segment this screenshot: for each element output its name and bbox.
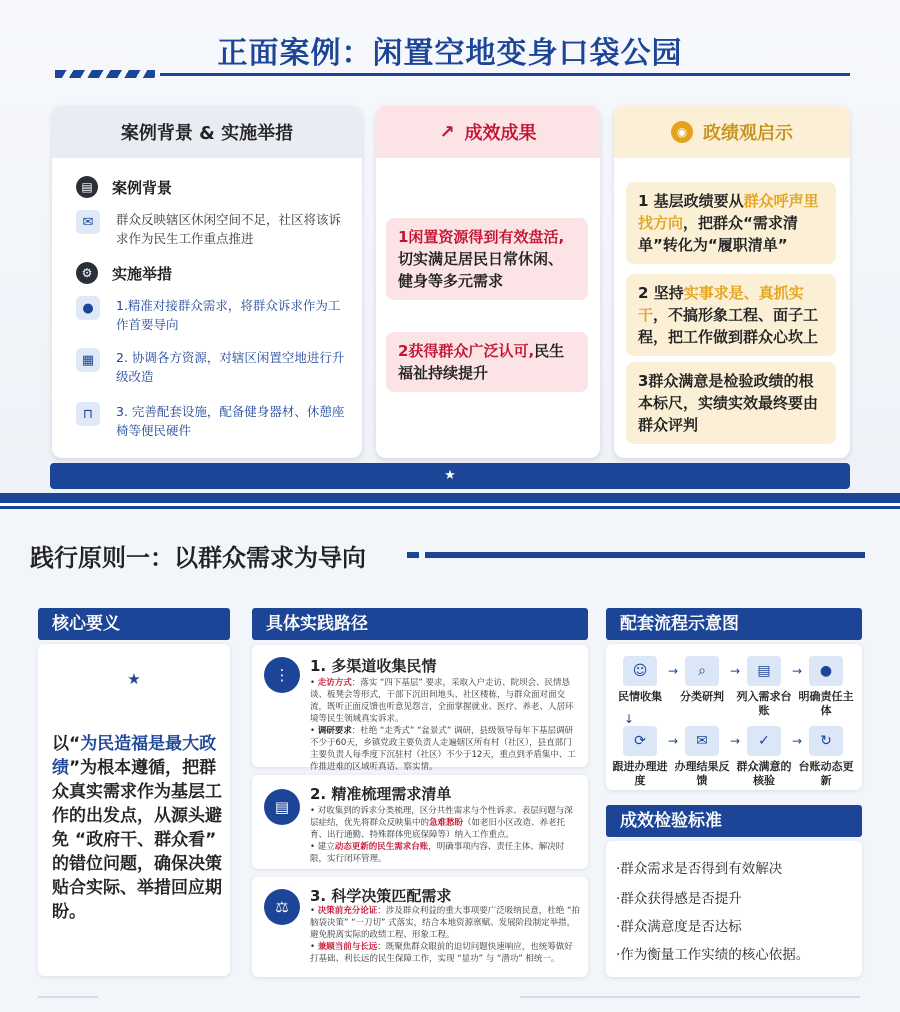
standard-1: ·群众需求是否得到有效解决 bbox=[616, 861, 783, 877]
footer-line-right bbox=[520, 996, 860, 998]
flow-node-8 bbox=[794, 726, 858, 788]
path-2-bullet-2: • 建立动态更新的民生需求台账，明确事项内容、责任主体、解决时限，实行闭环管理。 bbox=[310, 842, 565, 864]
standards-heading: 成效检验标准 bbox=[606, 805, 862, 837]
section-title: 践行原则一：以群众需求为导向 bbox=[30, 544, 366, 572]
results-card bbox=[376, 106, 600, 458]
arrow-icon: → bbox=[730, 664, 741, 678]
flow-node-label: 台账动态更新 bbox=[798, 760, 854, 787]
path-1-bullet-2: • 调研要求：杜绝 “走秀式” “盆景式” 调研，县级领导每年下基层调研不少于60天，乡镇党政主要负责人走遍辖区所有村（社区），县直部门主要负责人每季度下沉驻村（社区）不少于12天，重点到矛盾集中、工作推进难的区域听真话、察实情。 bbox=[310, 726, 576, 772]
flow-node-7 bbox=[732, 726, 796, 788]
path-1-bullet-1: • 走访方式：落实 “四下基层” 要求，采取入户走访、院坝会、民情恳谈、板凳会等形式，干部下沉田间地头、社区楼栋，与群众面对面交流，既听正面反馈也听意见怨言，全面掌握就业、医疗、养老、人居环境等民生领域真实诉求。 bbox=[310, 678, 574, 724]
arrow-icon: → bbox=[668, 664, 679, 678]
measures-title: 实施举措 bbox=[112, 264, 173, 283]
background-text: 群众反映辖区休闲空间不足，社区将该诉求作为民生工作重点推进 bbox=[116, 212, 342, 246]
core-text-b: ”为根本遵循，把群众真实需求作为基层工作的出发点，从源头避免 “政府干、群众看” 的错位问题，确保决策贴合实际、举措回应期盼。 bbox=[52, 758, 222, 922]
star-icon: ★ bbox=[444, 468, 456, 483]
standard-2: ·群众获得感是否提升 bbox=[616, 891, 742, 907]
measure-item-2 bbox=[76, 348, 356, 386]
flow-node-label: 跟进办理进度 bbox=[612, 760, 668, 787]
standards-box bbox=[606, 841, 862, 977]
gear-icon: ⚙ bbox=[76, 262, 98, 284]
measures-section bbox=[76, 262, 172, 284]
case-background-card bbox=[52, 106, 362, 458]
clipboard-icon: ▤ bbox=[264, 789, 300, 825]
core-star-icon: ★ bbox=[127, 670, 141, 688]
scale-icon: ⚖ bbox=[264, 889, 300, 925]
result-item-1 bbox=[386, 218, 588, 300]
insight-1-text-a: 1 基层政绩要从 bbox=[638, 192, 744, 210]
document-icon: ▤ bbox=[76, 176, 98, 198]
path-3-bullet-1-em: 决策前充分论证 bbox=[317, 906, 378, 916]
progress-icon: ⟳ bbox=[623, 726, 657, 756]
bench-icon: ⊓ bbox=[76, 402, 100, 426]
path-2-bullet-1-text: 对收集到的诉求分类梳理，区分共性需求与个性诉求、表层问题与深层症结，优先将群众反映集中的 bbox=[310, 806, 573, 828]
magnifier-icon: ⌕ bbox=[685, 656, 719, 686]
core-text-a: 以“ bbox=[52, 734, 81, 754]
footprints-icon: ⋮ bbox=[264, 657, 300, 693]
insight-2-text-a: 2 坚持 bbox=[638, 284, 684, 302]
brain-icon: ◉ bbox=[671, 121, 693, 143]
person-icon: ● bbox=[76, 296, 100, 320]
result-2-text: 民生福祉持续提升 bbox=[398, 342, 565, 382]
arrow-icon: → bbox=[730, 734, 741, 748]
path-box-2 bbox=[252, 775, 588, 869]
section-title-line bbox=[425, 552, 865, 558]
path-3-bullet-2-text: ：既聚焦群众眼前的迫切问题快速响应，也统筹做好打基础、利长远的民生保障工作，实现 “显功” 与 “潜功” 相统一。 bbox=[310, 942, 573, 964]
insight-item-3 bbox=[626, 362, 836, 444]
insight-item-2 bbox=[626, 274, 836, 356]
insight-1-text-b: ，把群众“需求清单”转化为“履职清单” bbox=[638, 214, 798, 254]
flow-node-label: 群众满意的核验 bbox=[736, 760, 792, 787]
path-1-title: 1. 多渠道收集民情 bbox=[310, 657, 437, 675]
path-3-title: 3. 科学决策匹配需求 bbox=[310, 887, 452, 905]
measure-text-1: 1.精准对接群众需求，将群众诉求作为工作首要导向 bbox=[116, 298, 341, 332]
paths-heading: 具体实践路径 bbox=[252, 608, 588, 640]
star-bar bbox=[50, 463, 850, 489]
footer-line-left bbox=[38, 996, 98, 998]
background-title: 案例背景 bbox=[112, 178, 173, 197]
flow-node-6 bbox=[670, 726, 734, 788]
case-background-heading: 案例背景 & 实施举措 bbox=[52, 106, 362, 158]
measure-item-1 bbox=[76, 296, 356, 334]
flow-heading: 配套流程示意图 bbox=[606, 608, 862, 640]
flow-node-1 bbox=[608, 656, 672, 704]
background-section bbox=[76, 176, 172, 198]
path-box-3 bbox=[252, 877, 588, 977]
results-title: 成效成果 bbox=[464, 123, 537, 144]
arrow-icon: → bbox=[792, 664, 803, 678]
feedback-icon: ✉ bbox=[685, 726, 719, 756]
core-highlight: 为民造福是最大政绩 bbox=[52, 734, 217, 778]
measure-item-3 bbox=[76, 402, 356, 440]
chart-up-icon: ↗ bbox=[439, 121, 455, 143]
path-2-bullet-2-em: 动态更新的民生需求台账 bbox=[334, 842, 429, 852]
path-3-bullet-2-em: 兼顾当前与长远 bbox=[317, 942, 378, 952]
background-item bbox=[76, 210, 356, 248]
standard-3: ·群众满意度是否达标 bbox=[616, 919, 742, 935]
insight-3-text: 3群众满意是检验政绩的根本标尺，实绩实效最终要由群众评判 bbox=[638, 372, 819, 434]
path-2-bullet-2-pre: 建立 bbox=[317, 842, 335, 852]
path-1-bullet-2-em: 调研要求 bbox=[317, 726, 352, 736]
path-3-bullet-1-text: ：涉及群众利益的重大事项要广泛吸纳民意，杜绝 “拍脑袋决策” “一刀切” 式落实，结合本地资源禀赋、发展阶段制定举措，避免脱离实际的政绩工程、形象工程。 bbox=[310, 906, 580, 940]
map-icon: ▦ bbox=[76, 348, 100, 372]
path-3-bullet-2: • 兼顾当前与长远：既聚焦群众眼前的迫切问题快速响应，也统筹做好打基础、利长远的民生保障工作，实现 “显功” 与 “潜功” 相统一。 bbox=[310, 942, 573, 964]
flow-node-2 bbox=[670, 656, 734, 704]
flow-node-3 bbox=[732, 656, 796, 718]
path-2-bullet-1-tail: （如老旧小区改造、养老托育、出行通勤、特殊群体兜底保障等）纳入工作重点。 bbox=[310, 818, 566, 840]
path-2-bullet-1: • 对收集到的诉求分类梳理，区分共性需求与个性诉求、表层问题与深层症结，优先将群众反映集中的急难愁盼（如老旧小区改造、养老托育、出行通勤、特殊群体兜底保障等）纳入工作重点。 bbox=[310, 806, 573, 840]
title-stripes bbox=[55, 70, 155, 78]
page-title: 正面案例：闲置空地变身口袋公园 bbox=[217, 36, 683, 71]
path-1-bullet-1-text: ：落实 “四下基层” 要求，采取入户走访、院坝会、民情恳谈、板凳会等形式，干部下沉田间地头、社区楼栋，与群众面对面交流，既听正面反馈也听意见怨言，全面掌握就业、医疗、养老、人居环境等民生领域真实诉求。 bbox=[310, 678, 574, 724]
insight-heading bbox=[614, 106, 850, 158]
flow-node-label: 列入需求台账 bbox=[736, 690, 792, 717]
section-title-dot bbox=[407, 552, 419, 558]
insight-card bbox=[614, 106, 850, 458]
path-2-bullet-1-em: 急难愁盼 bbox=[429, 818, 464, 828]
core-heading: 核心要义 bbox=[38, 608, 230, 640]
divider-band bbox=[0, 493, 900, 503]
path-3-bullet-1: • 决策前充分论证：涉及群众利益的重大事项要广泛吸纳民意，杜绝 “拍脑袋决策” “一刀切” 式落实，结合本地资源禀赋、发展阶段制定举措，避免脱离实际的政绩工程、形象工程。 bbox=[310, 906, 580, 940]
measure-text-2: 2. 协调各方资源，对辖区闲置空地进行升级改造 bbox=[116, 350, 345, 384]
flow-node-label: 办理结果反馈 bbox=[674, 760, 730, 787]
path-2-bullet-2-text: ，明确事项内容、责任主体、解决时限，实行闭环管理。 bbox=[310, 842, 565, 864]
path-box-1 bbox=[252, 645, 588, 772]
arrow-icon: → bbox=[792, 734, 803, 748]
chat-icon: ✉ bbox=[76, 210, 100, 234]
flow-box bbox=[606, 644, 862, 790]
flow-node-label: 分类研判 bbox=[680, 690, 724, 703]
path-1-bullet-2-text: ：杜绝 “走秀式” “盆景式” 调研，县级领导每年下基层调研不少于60天，乡镇党政主要负责人走遍辖区所有村（社区），县直部门主要负责人每季度下沉驻村（社区）不少于12天，重点到矛盾集中、工作推进难的区域听真话、察实情。 bbox=[310, 726, 576, 772]
insight-2-highlight: 实事求是、真抓实干 bbox=[638, 284, 804, 324]
core-box bbox=[38, 644, 230, 976]
check-icon: ✓ bbox=[747, 726, 781, 756]
insight-item-1 bbox=[626, 182, 836, 264]
ledger-icon: ▤ bbox=[747, 656, 781, 686]
arrow-icon: → bbox=[668, 734, 679, 748]
assignee-icon: ● bbox=[809, 656, 843, 686]
flow-node-label: 明确责任主体 bbox=[798, 690, 854, 717]
result-1-text: 切实满足居民日常休闲、健身等多元需求 bbox=[398, 250, 564, 290]
people-icon: ☺ bbox=[623, 656, 657, 686]
insight-2-text-b: ，不搞形象工程、面子工程，把工作做到群众心坎上 bbox=[638, 306, 819, 346]
result-1-highlight: 1闲置资源得到有效盘活, bbox=[398, 228, 565, 246]
core-text bbox=[52, 732, 232, 924]
flow-node-5 bbox=[608, 726, 672, 788]
insight-1-highlight: 群众呼声里找方向 bbox=[638, 192, 819, 232]
result-item-2 bbox=[386, 332, 588, 392]
path-2-title: 2. 精准梳理需求清单 bbox=[310, 785, 452, 803]
standard-4: ·作为衡量工作实绩的核心依据。 bbox=[616, 947, 810, 963]
flow-node-label: 民情收集 bbox=[618, 690, 662, 703]
result-2-highlight: 2获得群众广泛认可, bbox=[398, 342, 535, 360]
refresh-icon: ↻ bbox=[809, 726, 843, 756]
insight-title: 政绩观启示 bbox=[703, 123, 793, 144]
flow-node-4 bbox=[794, 656, 858, 718]
measure-text-3: 3. 完善配套设施，配备健身器材、休憩座椅等便民硬件 bbox=[116, 404, 345, 438]
arrow-down-icon: ↓ bbox=[624, 712, 635, 726]
path-1-bullet-1-em: 走访方式 bbox=[317, 678, 352, 688]
results-heading bbox=[376, 106, 600, 158]
title-underline bbox=[160, 73, 850, 76]
